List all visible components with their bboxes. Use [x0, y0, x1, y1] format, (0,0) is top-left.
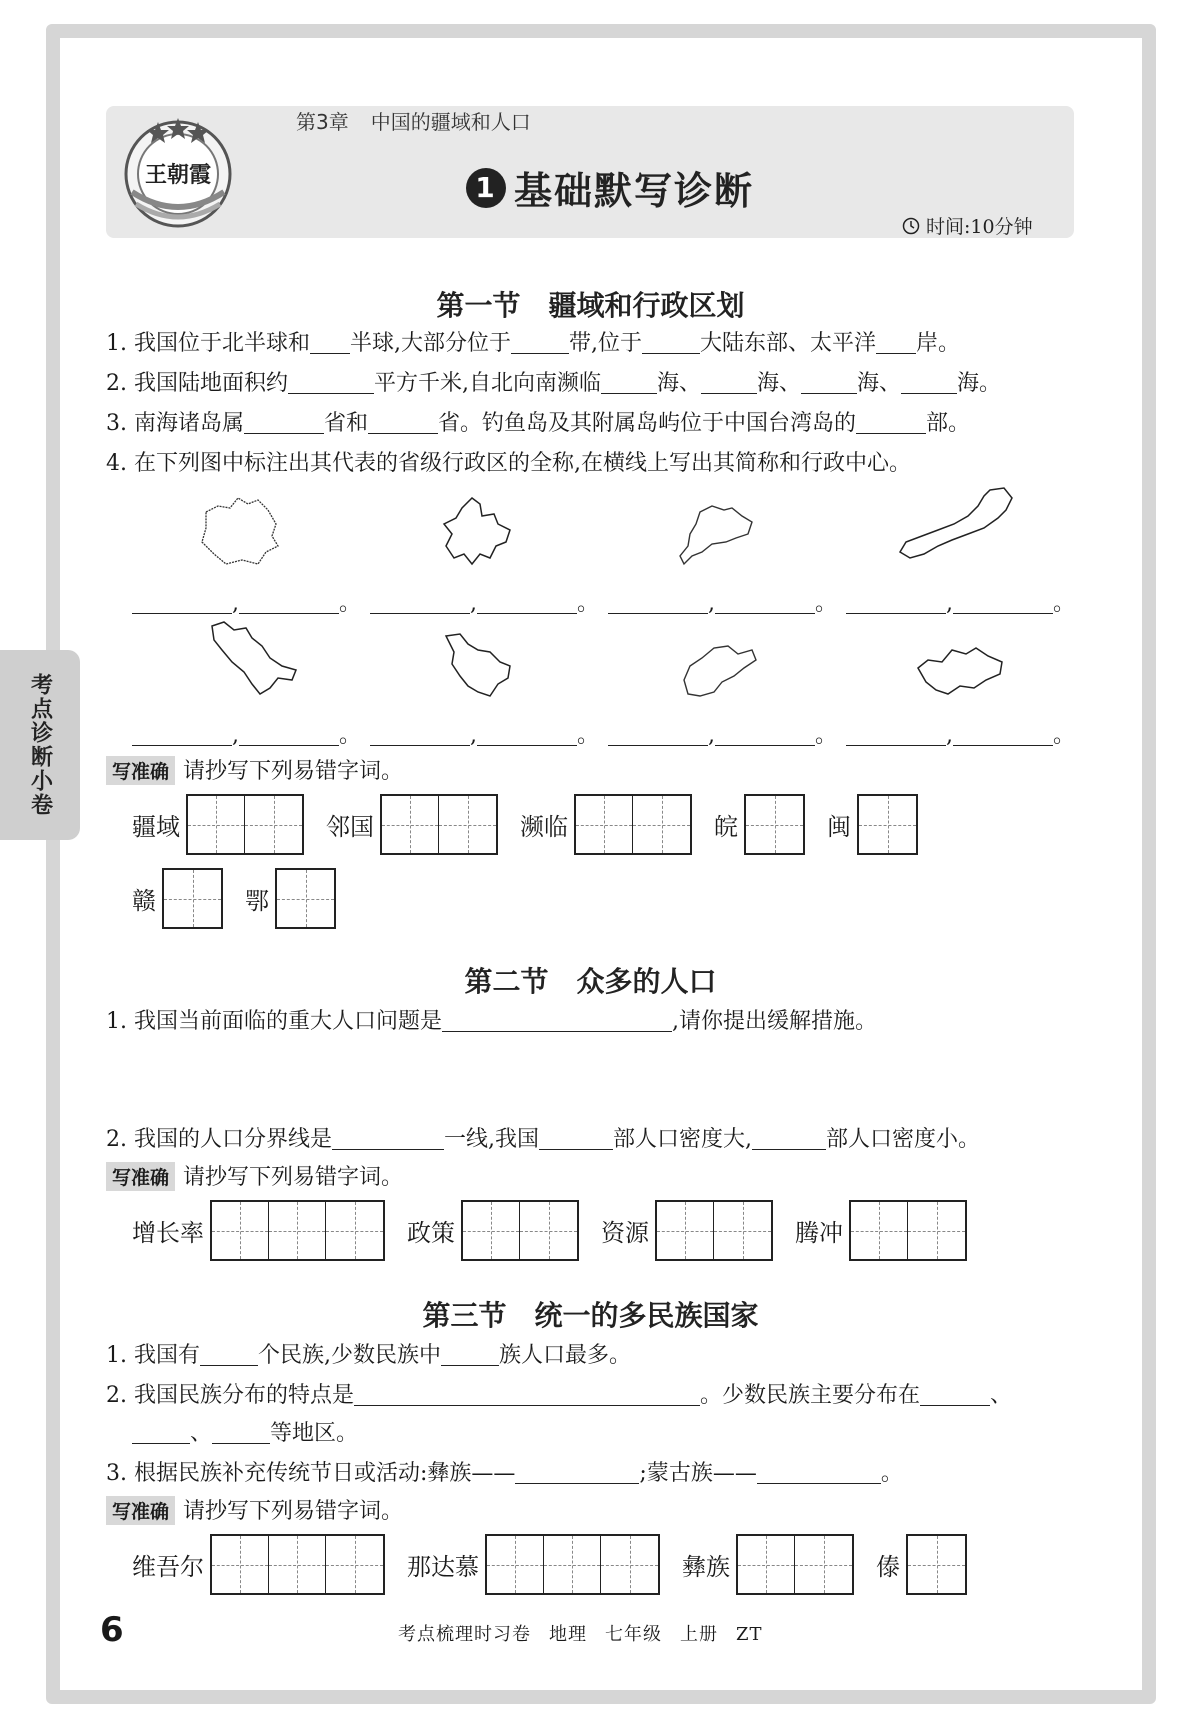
- side-tab: 考点诊断小卷: [0, 650, 80, 840]
- section1-title: 第一节 疆域和行政区划: [436, 289, 745, 322]
- province-map-shandong: [676, 640, 760, 702]
- s1-word-row-2: 赣 鄂: [132, 868, 358, 929]
- province-map-heilongjiang: [438, 630, 518, 702]
- s3-q1: 1. 我国有 个民族,少数民族中 族人口最多。: [106, 1343, 631, 1368]
- s2-q1: 1. 我国当前面临的重大人口问题是 ,请你提出缓解措施。: [106, 1009, 877, 1034]
- answer-line: , 。: [132, 586, 361, 617]
- writing-grid[interactable]: [655, 1200, 773, 1261]
- writing-grid[interactable]: [485, 1534, 660, 1595]
- writing-grid[interactable]: [744, 794, 805, 855]
- page-title: 1 基础默写诊断: [466, 160, 754, 215]
- province-map-henan: [196, 494, 286, 568]
- answer-line: , 。: [370, 586, 599, 617]
- copy-tag: 写准确: [106, 1496, 175, 1525]
- s2-word-row: 增长率 政策 资源 腾冲: [132, 1200, 989, 1261]
- province-map-inner-mongolia: [894, 484, 1024, 568]
- s1-word-row-1: 疆域 邻国 濒临 皖 闽: [132, 794, 940, 855]
- province-map-yunnan: [436, 494, 516, 568]
- s1-q1: 1. 我国位于北半球和 半球,大部分位于 带,位于 大陆东部、太平洋 岸。: [106, 331, 961, 356]
- copy-tag: 写准确: [106, 1162, 175, 1191]
- title-number: 1: [466, 168, 506, 208]
- writing-grid[interactable]: [210, 1200, 385, 1261]
- writing-grid[interactable]: [906, 1534, 967, 1595]
- s3-copy-instruction: 写准确 请抄写下列易错字词。: [106, 1494, 403, 1525]
- s3-q2-continued: 、 等地区。: [132, 1416, 358, 1447]
- page-number: 6: [100, 1610, 124, 1650]
- page-border: [46, 24, 1156, 1704]
- clock-icon: [902, 217, 920, 235]
- writing-grid[interactable]: [275, 868, 336, 929]
- answer-line: , 。: [846, 718, 1075, 749]
- s1-q4: 4. 在下列图中标注出其代表的省级行政区的全称,在横线上写出其简称和行政中心。: [106, 451, 911, 476]
- writing-grid[interactable]: [857, 794, 918, 855]
- s3-word-row: 维吾尔 那达慕 彝族 傣: [132, 1534, 989, 1595]
- writing-grid[interactable]: [736, 1534, 854, 1595]
- chapter-label: 第3章 中国的疆域和人口: [296, 110, 531, 134]
- logo-seal: [118, 112, 238, 232]
- writing-grid[interactable]: [380, 794, 498, 855]
- province-map-hubei: [912, 642, 1010, 702]
- s3-q2: 2. 我国民族分布的特点是 。少数民族主要分布在 、: [106, 1383, 1013, 1408]
- section2-title: 第二节 众多的人口: [464, 965, 717, 998]
- s3-q3: 3. 根据民族补充传统节日或活动:彝族—— ;蒙古族—— 。: [106, 1461, 903, 1486]
- answer-line: , 。: [608, 586, 837, 617]
- s2-q2: 2. 我国的人口分界线是 一线,我国 部人口密度大, 部人口密度小。: [106, 1127, 980, 1152]
- copy-tag: 写准确: [106, 756, 175, 785]
- answer-line: , 。: [608, 718, 837, 749]
- svg-text:王朝霞: 王朝霞: [144, 162, 212, 188]
- answer-line: , 。: [370, 718, 599, 749]
- s1-q2: 2. 我国陆地面积约 平方千米,自北向南濒临 海、 海、 海、 海。: [106, 371, 1002, 396]
- writing-grid[interactable]: [162, 868, 223, 929]
- writing-grid[interactable]: [461, 1200, 579, 1261]
- s2-copy-instruction: 写准确 请抄写下列易错字词。: [106, 1160, 403, 1191]
- province-map-guangdong: [672, 502, 760, 568]
- s1-q3: 3. 南海诸岛属 省和 省。钓鱼岛及其附属岛屿位于中国台湾岛的 部。: [106, 411, 971, 436]
- s1-copy-instruction: 写准确 请抄写下列易错字词。: [106, 754, 403, 785]
- section3-title: 第三节 统一的多民族国家: [422, 1299, 759, 1332]
- writing-grid[interactable]: [574, 794, 692, 855]
- writing-grid[interactable]: [849, 1200, 967, 1261]
- writing-grid[interactable]: [186, 794, 304, 855]
- answer-line: , 。: [846, 586, 1075, 617]
- answer-line: , 。: [132, 718, 361, 749]
- time-limit: 时间:10分钟: [902, 212, 1033, 239]
- province-map-gansu: [204, 618, 304, 698]
- footer-info: 考点梳理时习卷 地理 七年级 上册 ZT: [398, 1624, 763, 1645]
- writing-grid[interactable]: [210, 1534, 385, 1595]
